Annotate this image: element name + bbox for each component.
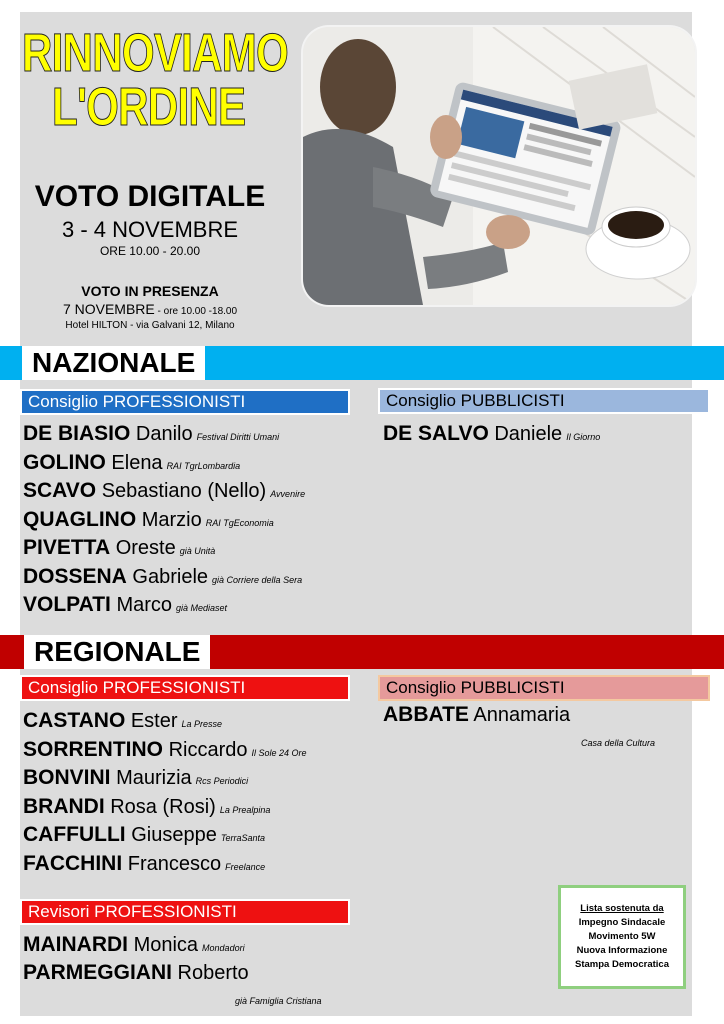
candidate-surname: PARMEGGIANI [23,961,172,984]
candidate-affiliation: Rcs Periodici [195,776,249,787]
inperson-title: VOTO IN PRESENZA [81,283,219,299]
candidate-name: Maurizia [116,767,192,790]
candidate-row [383,421,600,450]
candidate-affiliation: Freelance [225,862,266,872]
candidate-surname: DE SALVO [383,422,489,445]
tablet-photo-illustration [303,27,695,305]
candidate-surname: MAINARDI [23,933,128,956]
vote-dates: 3 - 4 NOVEMBRE [61,217,239,242]
candidate-row [23,851,265,880]
candidate-name: Marzio [141,508,202,531]
candidate-name: Rosa (Rosi) [110,795,216,818]
candidate-affiliation: RAI TgrLombardia [166,460,241,471]
candidate-name: Francesco [127,853,222,875]
regionale-revisori-heading: Revisori PROFESSIONISTI [20,899,350,925]
candidate-row [23,592,227,621]
candidate-affiliation: già Corriere della Sera [212,574,303,585]
candidate-name: Danilo [135,423,193,445]
candidate-name: Marco [116,594,173,616]
vote-hours: ORE 10.00 - 20.00 [99,244,201,258]
inperson-place: Hotel HILTON - via Galvani 12, Milano [65,320,235,331]
title-line-2: L'ORDINE [52,77,246,137]
candidate-name: Gabriele [132,565,209,588]
inperson-hours: - ore 10.00 -18.00 [154,306,238,317]
candidate-affiliation: Festival Diritti Umani [196,432,280,442]
candidate-affiliation: già Famiglia Cristiana [235,996,322,1006]
candidate-name: Giuseppe [131,824,217,847]
candidate-surname: DE BIASIO [23,422,131,445]
candidate-row [23,507,274,536]
candidate-name: Roberto [177,962,249,984]
tablet-photo [303,27,695,305]
nazionale-pubblicisti-heading: Consiglio PUBBLICISTI [378,388,710,414]
candidate-surname: ABBATE [383,703,469,726]
candidate-row [23,960,322,1006]
candidate-affiliation: Casa della Cultura [581,738,656,748]
candidate-row [383,702,656,748]
regionale-professionisti-heading: Consiglio PROFESSIONISTI [20,675,350,701]
candidate-affiliation: Il Giorno [566,432,601,442]
candidate-affiliation: Il Sole 24 Ore [251,747,307,758]
support-box [558,885,686,989]
support-line: Impegno Sindacale [578,917,666,928]
candidate-row [23,564,302,593]
candidate-surname: SORRENTINO [23,737,164,761]
nazionale-heading: NAZIONALE [22,346,205,380]
candidate-surname: GOLINO [23,450,106,474]
subtitle-voto-digitale: VOTO DIGITALE [34,180,266,213]
candidate-affiliation: Avvenire [270,489,306,499]
inperson-date: 7 NOVEMBRE [62,301,155,317]
candidate-name: Annamaria [473,704,571,726]
candidate-row [23,737,307,766]
candidate-name: Daniele [494,423,563,445]
candidate-affiliation: RAI TgEconomia [205,517,274,528]
candidate-row [23,708,222,737]
candidate-name: Elena [111,451,163,474]
candidate-surname: FACCHINI [23,852,123,875]
candidate-affiliation: Mondadori [202,943,245,953]
candidate-surname: BONVINI [23,766,111,790]
candidate-surname: CAFFULLI [23,823,126,847]
candidate-row [23,822,265,851]
candidate-name: Ester [130,710,178,732]
candidate-affiliation: La Prealpina [219,804,271,815]
candidate-row [23,765,248,794]
candidate-row [23,535,215,564]
candidate-surname: DOSSENA [23,564,127,588]
nazionale-professionisti-heading: Consiglio PROFESSIONISTI [20,389,350,415]
candidate-affiliation: già Unità [179,546,216,556]
candidate-surname: VOLPATI [23,593,111,616]
candidate-affiliation: La Presse [181,719,223,729]
support-line: Nuova Informazione [576,945,668,956]
candidate-name: Oreste [115,537,176,559]
candidate-surname: CASTANO [23,709,126,732]
support-title: Lista sostenuta da [580,903,664,914]
candidate-row [23,421,279,450]
support-line: Movimento 5W [588,931,656,942]
candidate-affiliation: TerraSanta [220,833,266,844]
support-line: Stampa Democratica [575,959,669,970]
title-line-1: RINNOVIAMO [22,23,288,83]
regionale-pubblicisti-heading: Consiglio PUBBLICISTI [378,675,710,701]
candidate-row [23,450,240,479]
candidate-surname: PIVETTA [23,536,111,559]
candidate-name: Monica [133,934,199,956]
candidate-surname: SCAVO [23,479,97,502]
inperson-date-line [14,300,286,321]
candidate-row [23,932,245,961]
candidate-affiliation: già Mediaset [176,603,228,613]
regionale-heading: REGIONALE [24,635,210,669]
candidate-surname: BRANDI [23,794,105,818]
candidate-name: Riccardo [168,738,248,761]
candidate-row [23,478,305,507]
candidate-row [23,794,270,823]
candidate-surname: QUAGLINO [23,507,137,531]
candidate-name: Sebastiano (Nello) [101,480,267,502]
